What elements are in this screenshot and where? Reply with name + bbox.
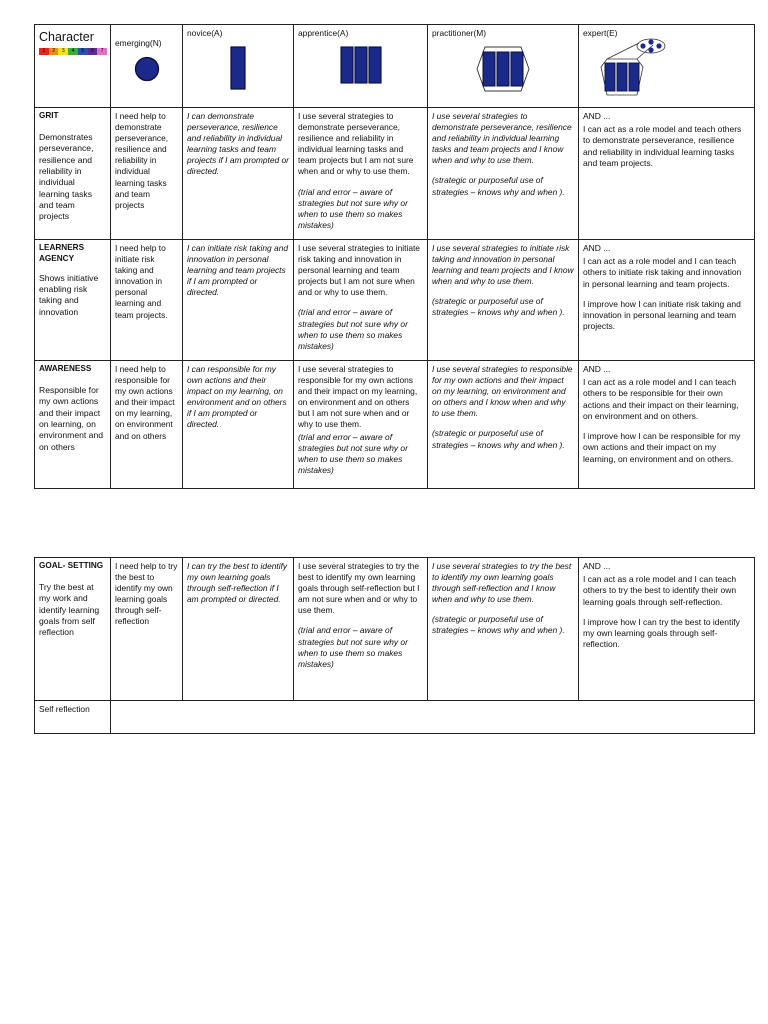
scale-swatch: 1 (39, 48, 49, 55)
expert-and: AND ... (583, 243, 611, 253)
emerging-cell: I need help to demonstrate perseverance, resilience and reliability in individual learning tasks and team projects (111, 108, 183, 240)
novice-cell: I can responsible for my own actions and their impact on my learning, on environment and on others if I am prompted or directed. (183, 361, 294, 489)
expert-improve-text: I improve how I can be responsible for my own actions and their impact on my learning, on environment and on others. (583, 431, 741, 464)
level-header-novice (183, 25, 294, 108)
expert-text: I can act as a role model and teach others to demonstrate perseverance, resilience and reliability in individual learning tasks and team projects. (583, 124, 742, 168)
row-header-cell (35, 558, 111, 701)
level-header-expert (579, 25, 755, 108)
level-header-emerging (111, 25, 183, 108)
color-scale-strip (39, 48, 107, 55)
level-label: expert(E) (583, 28, 618, 38)
triple-bar-icon (339, 45, 383, 85)
expert-cell (579, 361, 755, 489)
practitioner-cell (428, 240, 579, 361)
novice-cell: I can initiate risk taking and innovation in personal learning and team projects if I am prompted or directed. (183, 240, 294, 361)
circle-icon (133, 55, 161, 83)
practitioner-note: (strategic or purposeful use of strategies – knows why and when ). (432, 296, 565, 318)
apprentice-cell (294, 108, 428, 240)
level-label: emerging(N) (115, 38, 162, 48)
practitioner-note: (strategic or purposeful use of strategies – knows why and when ). (432, 175, 565, 197)
row-title: GOAL- SETTING (39, 561, 104, 570)
practitioner-note: (strategic or purposeful use of strategies – knows why and when ). (432, 428, 565, 450)
goal-setting-table (34, 557, 755, 734)
practitioner-cell (428, 108, 579, 240)
apprentice-text: I use several strategies to try the best to identify my own learning goals through self-reflection but I am not sure when and or why to use them. (298, 561, 420, 616)
rubric-row-learners-agency (35, 240, 755, 361)
emerging-cell: I need help to responsible for my own actions and their impact on my learning, on environment and on others (111, 361, 183, 489)
level-label: practitioner(M) (432, 28, 486, 38)
expert-and: AND ... (583, 561, 611, 571)
hexagon-bars-icon (475, 45, 531, 93)
expert-and: AND ... (583, 364, 611, 374)
practitioner-text: I use several strategies to demonstrate perseverance, resilience and reliability in individual learning tasks and team projects and I know when and why to use them. (432, 111, 572, 166)
expert-and: AND ... (583, 111, 611, 121)
character-rubric-table (34, 24, 755, 489)
novice-cell: I can demonstrate perseverance, resilience and reliability in individual learning tasks and team projects if I am prompted or directed. (183, 108, 294, 240)
practitioner-text: I use several strategies to responsible for my own actions and their impact on my learning, on environment and on others and I know when and why to use them. (432, 364, 573, 419)
expert-text: I can act as a role model and I can teach others to try the best to identify their own learning goals through self-reflection. (583, 574, 737, 607)
level-header-apprentice (294, 25, 428, 108)
scale-swatch: 3 (58, 48, 68, 55)
apprentice-text: I use several strategies to initiate risk taking and innovation in personal learning and team projects but I am not sure when and or why to use them. (298, 243, 420, 298)
level-label: apprentice(A) (298, 28, 349, 38)
scale-swatch: 4 (68, 48, 78, 55)
self-reflection-label: Self reflection (35, 701, 111, 734)
rubric-row-grit (35, 108, 755, 240)
apprentice-cell (294, 558, 428, 701)
apprentice-text: I use several strategies to demonstrate perseverance, resilience and reliability in individual learning tasks and team projects but I am not sure when and or why to use them. (298, 111, 414, 177)
row-header-cell (35, 240, 111, 361)
row-title: AWARENESS (39, 364, 92, 373)
emerging-cell: I need help to try the best to identify my own learning goals through self-reflection (111, 558, 183, 701)
row-description: Demonstrates perseverance, resilience and reliability in individual learning tasks and team projects (39, 131, 94, 222)
practitioner-text: I use several strategies to try the best to identify my own learning goals through self-reflection and I know when and why to use them. (432, 561, 572, 605)
row-description: Try the best at my work and identify learning goals from self reflection (39, 581, 100, 638)
level-header-practitioner (428, 25, 579, 108)
practitioner-cell (428, 361, 579, 489)
row-title: LEARNERS AGENCY (39, 243, 85, 263)
self-reflection-row (35, 701, 755, 734)
novice-cell: I can try the best to identify my own learning goals through self-reflection if I am prompted or directed. (183, 558, 294, 701)
rubric-row-goal-setting (35, 558, 755, 701)
self-reflection-field[interactable] (111, 701, 755, 734)
rubric-row-awareness (35, 361, 755, 489)
practitioner-note: (strategic or purposeful use of strategies – knows why and when ). (432, 614, 565, 636)
emerging-cell: I need help to initiate risk taking and innovation in personal learning and team projects. (111, 240, 183, 361)
scale-swatch: 5 (78, 48, 88, 55)
apprentice-cell (294, 240, 428, 361)
row-header-cell (35, 108, 111, 240)
apprentice-text: I use several strategies to responsible for my own actions and their impact on my learning, on environment and on others but I am not sure when and or why to use them. (298, 364, 418, 430)
single-bar-icon (228, 45, 248, 91)
expert-cell (579, 240, 755, 361)
row-title: GRIT (39, 111, 59, 120)
row-header-cell (35, 361, 111, 489)
character-header-cell (35, 25, 111, 108)
expert-improve-text: I improve how I can try the best to identify my own learning goals through self-reflection. (583, 616, 740, 650)
apprentice-note: (trial and error – aware of strategies but not sure why or when to use them so makes mistakes) (298, 186, 408, 230)
expert-text: I can act as a role model and I can teach others to be responsible for their own actions and their impact on their learning, on environment and on others. (583, 377, 739, 421)
scale-swatch: 6 (88, 48, 98, 55)
scale-swatch: 7 (97, 48, 107, 55)
apprentice-note: (trial and error – aware of strategies but not sure why or when to use them so makes mistakes) (298, 431, 408, 475)
expert-cell (579, 558, 755, 701)
practitioner-text: I use several strategies to initiate risk taking and innovation in personal learning and team projects and I know when and why to use them. (432, 243, 574, 287)
practitioner-cell (428, 558, 579, 701)
row-description: Responsible for my own actions and their impact on learning, on environment and on others (39, 384, 104, 452)
expert-text: I can act as a role model and I can teach others to initiate risk taking and innovation in personal learning and team projects. (583, 256, 742, 289)
expert-cell (579, 108, 755, 240)
character-title: Character (39, 30, 94, 44)
expert-improve-text: I improve how I can initiate risk taking and innovation in personal learning and team projects. (583, 298, 741, 332)
apprentice-note: (trial and error – aware of strategies but not sure why or when to use them so makes mistakes) (298, 625, 408, 669)
apprentice-cell (294, 361, 428, 489)
apprentice-note: (trial and error – aware of strategies but not sure why or when to use them so makes mistakes) (298, 307, 408, 351)
row-description: Shows initiative enabling risk taking and innovation (39, 272, 99, 317)
network-bars-icon (597, 37, 669, 97)
level-label: novice(A) (187, 28, 223, 38)
header-row (35, 25, 755, 108)
scale-swatch: 2 (49, 48, 59, 55)
